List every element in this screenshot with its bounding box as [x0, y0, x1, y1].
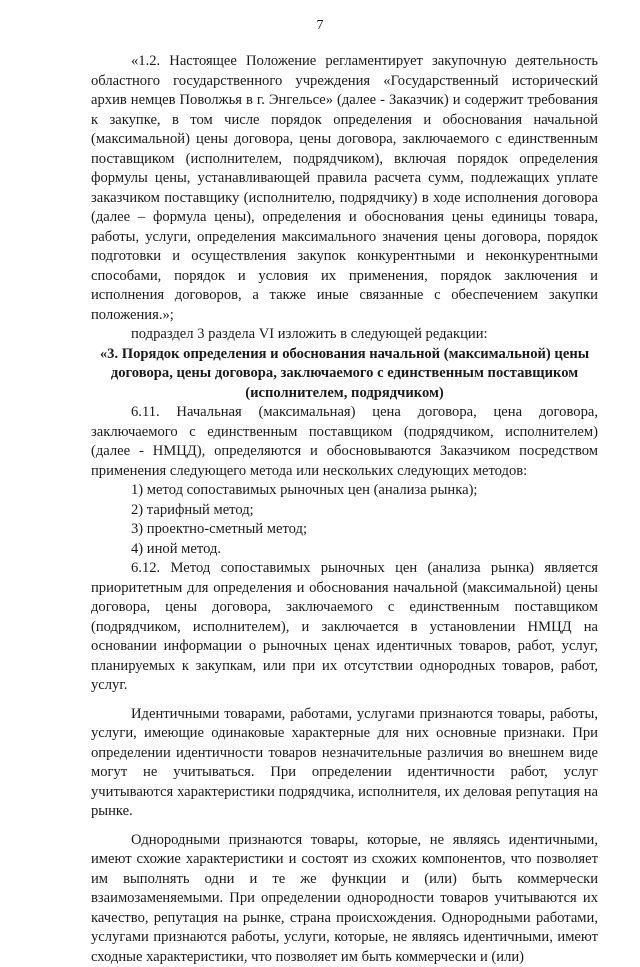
method-list-item-4: 4) иной метод. [91, 540, 598, 560]
method-list-item-3: 3) проектно-сметный метод; [91, 520, 598, 540]
document-body [91, 52, 598, 967]
section-heading: «3. Порядок определения и обоснования начальной (максимальной) цены договора, цены договора, заключаемого с единственным поставщиком (исполнителем, подрядчиком) [91, 345, 598, 404]
paragraph-identical-goods: Идентичными товарами, работами, услугами признаются товары, работы, услуги, имеющие одинаковые характерные для них основные признаки. При определении идентичности товаров незначительные различия во внешнем виде могут не учитываться. При определении идентичности работ, услуг учитываются характеристики подрядчика, исполнителя, их деловая репутация на рынке. [91, 705, 598, 822]
paragraph-1-2: «1.2. Настоящее Положение регламентирует закупочную деятельность областного государственного учреждения «Государственный исторический архив немцев Поволжья в г. Энгельсе» (далее - Заказчик) и содержит требования к закупке, в том числе порядок определения и обоснования начальной (максимальной) цены договора, цены договора, заключаемого с единственным поставщиком (исполнителем, подрядчиком), включая порядок определения формулы цены, устанавливающей правила расчета сумм, подлежащих уплате заказчиком поставщику (исполнителю, подрядчику) в ходе исполнения договора (далее – формула цены), определения и обоснования цены единицы товара, работы, услуги, определения максимального значения цены договора, порядок подготовки и осуществления закупок конкурентными и неконкурентными способами, порядок и условия их применения, порядок заключения и исполнения договоров, а также иные связанные с обеспечением закупки положения.»; [91, 52, 598, 325]
paragraph-subsection-intro: подраздел 3 раздела VI изложить в следующей редакции: [91, 325, 598, 345]
paragraph-homogeneous-goods: Однородными признаются товары, которые, не являясь идентичными, имеют схожие характеристики и состоят из схожих компонентов, что позволяет им выполнять одни и те же функции и (или) быть коммерчески взаимозаменяемыми. При определении однородности товаров учитываются их качество, репутация на рынке, страна происхождения. Однородными работами, услугами признаются работы, услуги, которые, не являясь идентичными, имеют сходные характеристики, что позволяет им быть коммерчески и (или) [91, 831, 598, 967]
paragraph-6-12: 6.12. Метод сопоставимых рыночных цен (анализа рынка) является приоритетным для определения и обоснования начальной (максимальной) цены договора, цены договора, заключаемого с единственным поставщиком (подрядчиком, исполнителем), и заключается в установлении НМЦД на основании информации о рыночных ценах идентичных товаров, работ, услуг, планируемых к закупкам, или при их отсутствии однородных товаров, работ, услуг. [91, 559, 598, 696]
page-number: 7 [0, 18, 640, 34]
method-list-item-1: 1) метод сопоставимых рыночных цен (анализа рынка); [91, 481, 598, 501]
method-list-item-2: 2) тарифный метод; [91, 501, 598, 521]
paragraph-6-11: 6.11. Начальная (максимальная) цена договора, цена договора, заключаемого с единственным поставщиком (подрядчиком, исполнителем) (далее - НМЦД), определяются и обосновываются Заказчиком посредством применения следующего метода или нескольких следующих методов: [91, 403, 598, 481]
